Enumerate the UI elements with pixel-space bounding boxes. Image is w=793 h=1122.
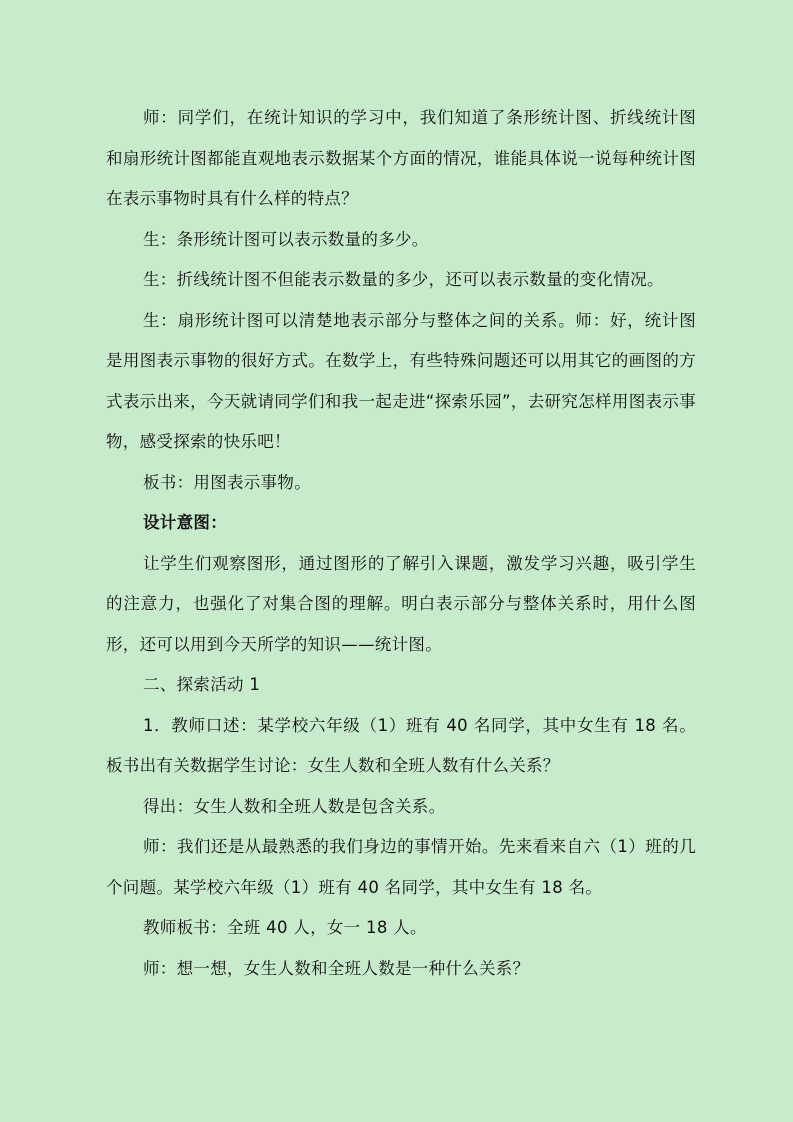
document-body: [106, 98, 696, 989]
section-heading: 设计意图：: [143, 513, 227, 532]
paragraph: 教师板书：全班 40 人，女一 18 人。: [143, 918, 427, 937]
paragraph: 板书：用图表示事物。: [143, 472, 311, 492]
paragraph: 得出：女生人数和全班人数是包含关系。: [143, 796, 446, 816]
paragraph: 生：扇形统计图可以清楚地表示部分与整体之间的关系。师：好，统计图是用图表示事物的很好方式。在数学上，有些特殊问题还可以用其它的画图的方式表示出来，今天就请同学们和我一起走进“探索乐园”，去研究怎样用图表示事物，感受探索的快乐吧！: [106, 310, 696, 451]
paragraph: 师：同学们，在统计知识的学习中，我们知道了条形统计图、折线统计图和扇形统计图都能直观地表示数据某个方面的情况，谁能具体说一说每种统计图在表示事物时具有什么样的特点？: [106, 108, 696, 208]
paragraph: 二、探索活动 1: [143, 675, 261, 694]
paragraph: 让学生们观察图形，通过图形的了解引入课题，激发学习兴趣，吸引学生的注意力，也强化了对集合图的理解。明白表示部分与整体关系时，用什么图形，还可以用到今天所学的知识——统计图。: [106, 553, 696, 654]
paragraph: 师：想一想，女生人数和全班人数是一种什么关系？: [143, 958, 530, 978]
paragraph: 师：我们还是从最熟悉的我们身边的事情开始。先来看来自六（1）班的几个问题。某学校六年级（1）班有 40 名同学，其中女生有 18 名。: [106, 837, 696, 897]
paragraph: 1．教师口述：某学校六年级（1）班有 40 名同学，其中女生有 18 名。板书出有关数据学生讨论：女生人数和全班人数有什么关系？: [106, 715, 696, 775]
paragraph: 生：条形统计图可以表示数量的多少。: [143, 229, 429, 249]
paragraph: 生：折线统计图不但能表示数量的多少，还可以表示数量的变化情况。: [143, 270, 664, 289]
